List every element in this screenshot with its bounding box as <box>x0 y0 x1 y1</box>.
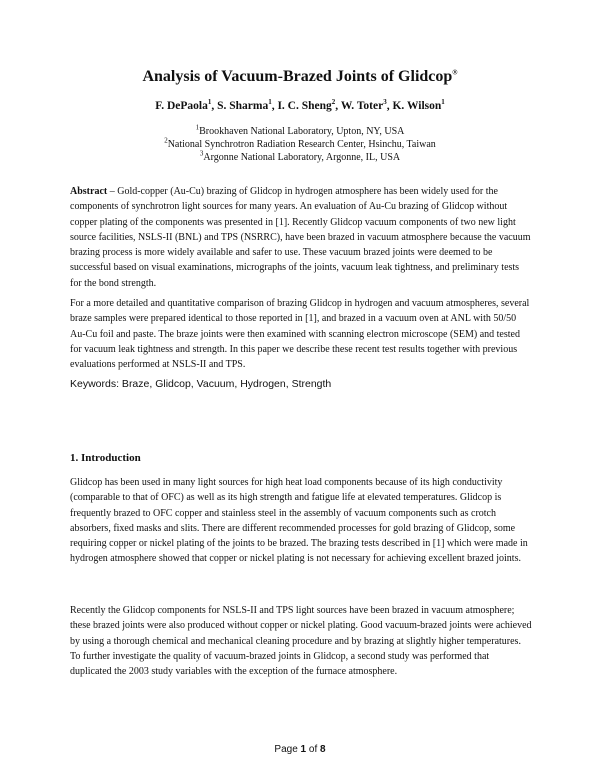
affiliation: $^2$National Synchrotron Radiation Research Center, Hsinchu, Taiwan <box>164 136 436 150</box>
abstract-label: Abstract <box>70 186 108 197</box>
author: I. C. Sheng$^2$, <box>277 98 341 112</box>
author-list <box>0 100 600 112</box>
page-number: Page 1 of 8 <box>274 744 326 755</box>
author: W. Toter$^3$, <box>340 98 393 112</box>
registered-mark: ® <box>452 68 458 77</box>
affiliation: $^1$Brookhaven National Laboratory, Upton, NY, USA <box>195 123 405 137</box>
body-paragraph: Glidcop has been used in many light sources for high heat load components because of its high conductivity (comparable to that of OFC) as well as its high strength and fatigue life at elevated temperatures. Glidcop is frequently brazed to OFC copper and stainless steel in the assembly of vacuum components such as crotch absorbers, fixed masks and slits. There are different recommended processes for gold brazing of Glidcop, some requiring copper or nickel plating of the joints to be brazed. The brazing tests described in [1] which were made in hydrogen atmosphere showed that copper or nickel plating is not necessary for achieving excellent brazed joints. <box>70 477 528 565</box>
paper-title: Analysis of Vacuum-Brazed Joints of Glidcop® <box>142 68 458 85</box>
section-heading: 1. Introduction <box>70 452 141 464</box>
author: S. Sharma$^1$, <box>217 98 278 112</box>
body-paragraph: Recently the Glidcop components for NSLS-II and TPS light sources have been brazed in vacuum atmosphere; these brazed joints were also produced without copper or nickel plating. Good vacuum-brazed joints were achieved by using a thorough chemical and mechanical cleaning procedure and by brazing at slightly higher temperatures. To further investigate the quality of vacuum-brazed joints in Glidcop, a second study was performed that duplicated the 2003 study variables with the exception of the furnace atmosphere. <box>70 605 532 678</box>
author: F. DePaola$^1$, <box>155 98 218 112</box>
affiliation: $^3$Argonne National Laboratory, Argonne, IL, USA <box>199 149 401 163</box>
author: K. Wilson$^1$ <box>392 98 445 112</box>
body-paragraph: For a more detailed and quantitative comparison of brazing Glidcop in hydrogen and vacuum atmospheres, several braze samples were prepared identical to those reported in [1], and brazed in a vacuum oven at ANL with 50/50 Au-Cu foil and paste. The braze joints were then examined with scanning electron microscope (SEM) and tested for vacuum leak tightness and strength. In this paper we describe these recent test results together with previous evaluations performed at NSLS-II and TPS. <box>70 298 530 371</box>
abstract-paragraph: Abstract – Gold-copper (Au-Cu) brazing of Glidcop in hydrogen atmosphere has been widely used for the components of synchrotron light sources for many years. An evaluation of Au-Cu brazing of Glidcop without copper plating of the components was presented in [1]. Recently Glidcop vacuum components of two new light source facilities, NSLS-II (BNL) and TPS (NSRRC), have been brazed in vacuum atmosphere because the vacuum brazing process is more widely available and safer to use. These vacuum brazed joints were deemed to be successful based on visual examinations, micrographs of the joints, vacuum leak tightness, and preliminary tests for the bond strength. <box>70 186 531 289</box>
keywords: Keywords: Braze, Glidcop, Vacuum, Hydrogen, Strength <box>70 378 332 390</box>
